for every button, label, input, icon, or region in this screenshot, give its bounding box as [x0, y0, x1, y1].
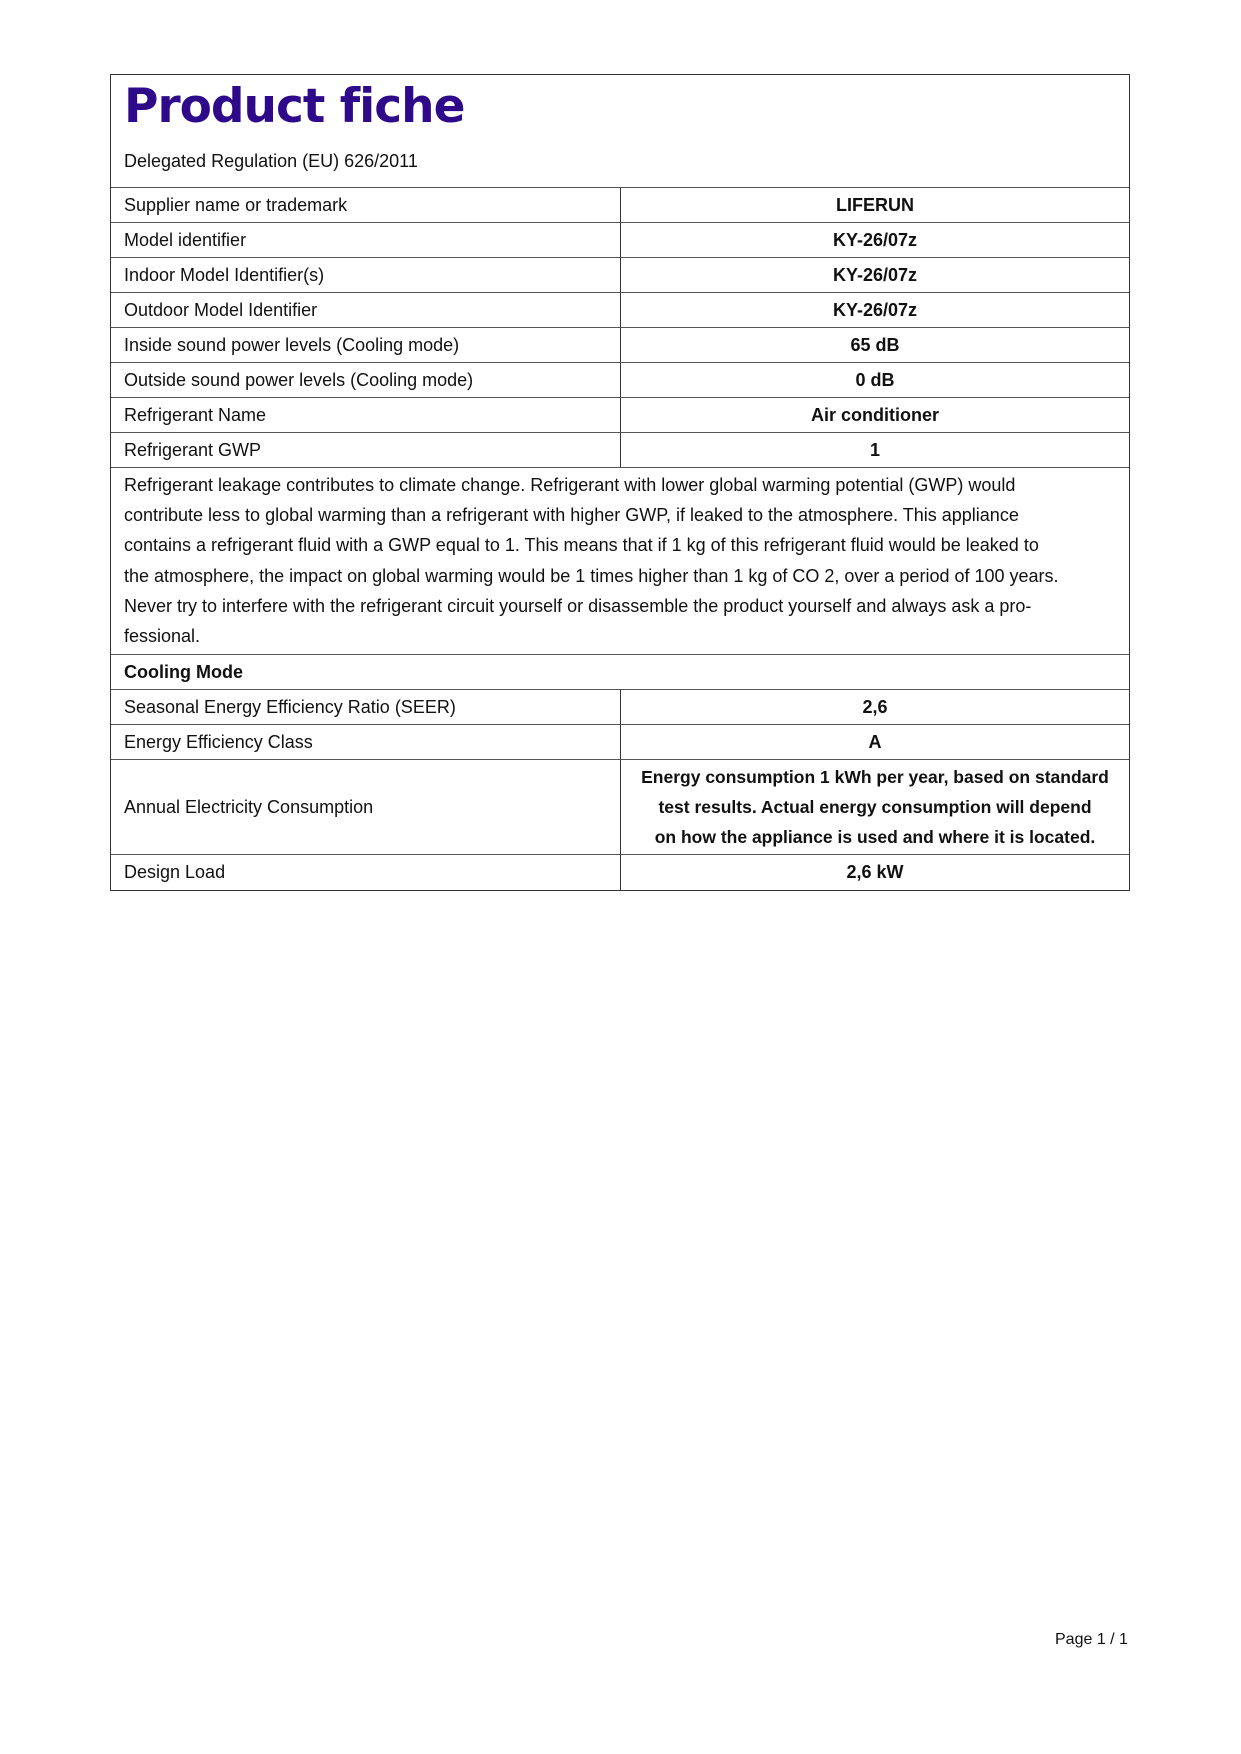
table-row-annual-consumption — [111, 760, 1129, 855]
table-row-design-load — [111, 855, 1129, 890]
table-row-energy-class — [111, 725, 1129, 760]
fiche-header — [111, 75, 1129, 188]
row-value: 65 dB — [850, 334, 900, 355]
table-row-inside-sound — [111, 328, 1129, 363]
page-title: Product fiche — [124, 79, 465, 134]
table-row-seer — [111, 690, 1129, 725]
row-value: 1 — [869, 439, 880, 460]
row-label: Refrigerant GWP — [111, 433, 621, 467]
page-indicator: Page 1 / 1 — [1055, 1631, 1128, 1648]
row-value: LIFERUN — [836, 194, 914, 215]
row-label: Indoor Model Identifier(s) — [111, 258, 621, 292]
regulation-reference: Delegated Regulation (EU) 626/2011 — [124, 151, 418, 171]
row-value — [621, 760, 1129, 854]
row-label: Design Load — [111, 855, 621, 890]
row-value: 2,6 kW — [846, 862, 904, 882]
section-heading-cooling-mode: Cooling Mode — [111, 655, 1129, 690]
row-value: 2,6 — [862, 696, 888, 717]
row-label: Outside sound power levels (Cooling mode) — [111, 363, 621, 397]
notice-line: Refrigerant leakage contributes to climate change. Refrigerant with lower global warming potential (GWP) would — [124, 475, 1016, 495]
row-label: Annual Electricity Consumption — [111, 760, 621, 854]
table-row-indoor-model — [111, 258, 1129, 293]
row-value: A — [868, 731, 882, 752]
product-fiche-table — [110, 74, 1130, 891]
row-label: Seasonal Energy Efficiency Ratio (SEER) — [111, 690, 621, 724]
row-label: Supplier name or trademark — [111, 188, 621, 222]
row-value: KY-26/07z — [832, 264, 918, 285]
row-value: 0 dB — [855, 369, 895, 390]
notice-line: the atmosphere, the impact on global warming would be 1 times higher than 1 kg of CO 2, over a period of 100 years. — [124, 565, 1059, 586]
table-row-refrigerant-name — [111, 398, 1129, 433]
table-row-model-identifier — [111, 223, 1129, 258]
row-label: Model identifier — [111, 223, 621, 257]
notice-line: contains a refrigerant fluid with a GWP equal to 1. This means that if 1 kg of this refrigerant fluid would be leaked to — [124, 535, 1039, 556]
refrigerant-notice — [111, 468, 1129, 655]
row-label: Inside sound power levels (Cooling mode) — [111, 328, 621, 362]
row-value: Air conditioner — [810, 404, 939, 425]
value-line: test results. Actual energy consumption will depend — [658, 797, 1092, 817]
value-line: on how the appliance is used and where it is located. — [654, 827, 1096, 847]
value-line: Energy consumption 1 kWh per year, based on standard — [641, 767, 1109, 787]
row-label: Refrigerant Name — [111, 398, 621, 432]
notice-line: fessional. — [124, 626, 201, 647]
table-row-outside-sound — [111, 363, 1129, 398]
row-value: KY-26/07z — [832, 229, 918, 250]
row-label: Energy Efficiency Class — [111, 725, 621, 759]
notice-line: contribute less to global warming than a refrigerant with higher GWP, if leaked to the atmosphere. This appliance — [124, 505, 1019, 526]
notice-line: Never try to interfere with the refrigerant circuit yourself or disassemble the product yourself and always ask a pro- — [124, 595, 1032, 616]
table-row-refrigerant-gwp — [111, 433, 1129, 468]
table-row-outdoor-model — [111, 293, 1129, 328]
row-label: Outdoor Model Identifier — [111, 293, 621, 327]
table-row-supplier — [111, 188, 1129, 223]
row-value: KY-26/07z — [832, 299, 918, 320]
